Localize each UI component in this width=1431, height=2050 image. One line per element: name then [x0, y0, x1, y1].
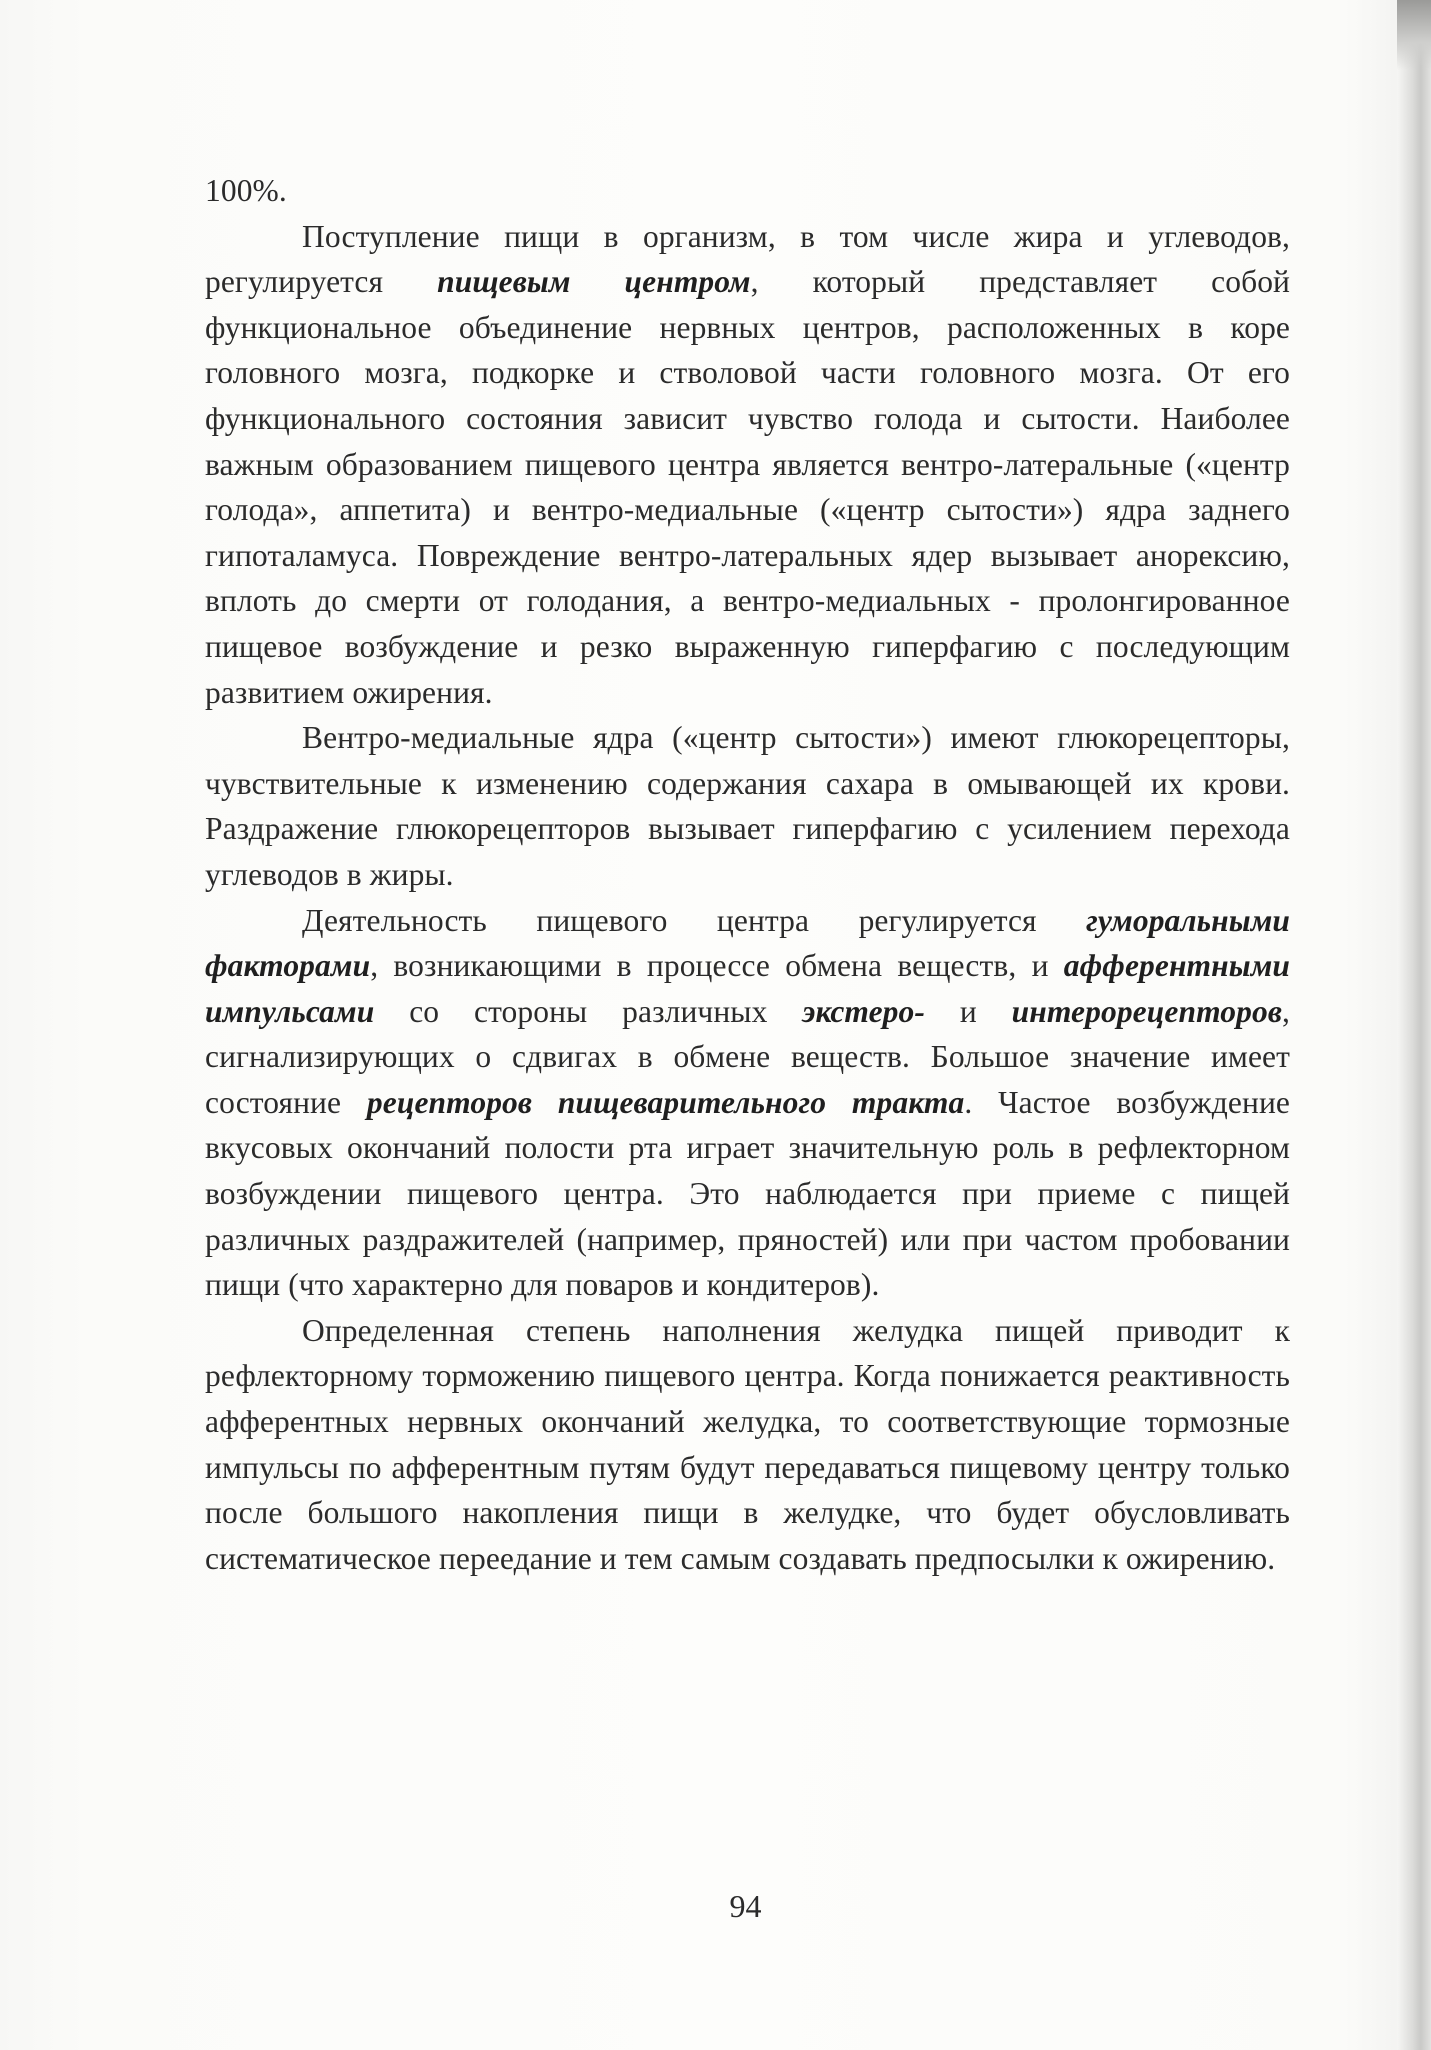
- page-corner-shadow: [1397, 0, 1431, 70]
- text-segment: Поступление пищи в организм, в том числе жира и углеводов, регулируется: [205, 218, 1290, 300]
- text-segment: со стороны различных: [374, 993, 803, 1029]
- text-segment: и: [924, 993, 1012, 1029]
- text-segment: Деятельность пищевого центра регулируется: [302, 902, 1087, 938]
- text-segment: . Частое возбуждение вкусовых окончаний полости рта играет значительную роль в рефлекторном возбуждении пищевого центра. Это наблюдается при приеме с пищей различных раздражителей (например, пряностей) или при частом пробовании пищи (что характерно для поваров и кондитеров).: [205, 1084, 1291, 1303]
- text-segment: Вентро-медиальные ядра («центр сытости») имеют глюкорецепторы, чувствительные к изменению содержания сахара в омывающей их крови. Раздражение глюкорецепторов вызывает гиперфагию с усилением перехода углеводов в жиры.: [205, 720, 1290, 892]
- emphasis-term: рецепторов пищеварительного тракта: [366, 1084, 965, 1120]
- paragraph-regulation: [205, 898, 1290, 1308]
- body-text: [205, 168, 1290, 1581]
- emphasis-term: гуморальными факторами: [205, 902, 1290, 984]
- page-binding-edge: [1397, 0, 1431, 2050]
- text-segment: , который представляет собой функциональное объединение нервных центров, расположенных в коре головного мозга, подкорке и стволовой части головного мозга. От его функционального состояния зависит чувство голода и сытости. Наиболее важным образованием пищевого центра является вентро-латеральные («центр голода», аппетита) и вентро-медиальные («центр сытости») ядра заднего гипоталамуса. Повреждение вентро-латеральных ядер вызывает анорексию, вплоть до смерти от голодания, а вентро-медиальных - пролонгированное пищевое возбуждение и резко выраженную гиперфагию с последующим развитием ожирения.: [205, 264, 1291, 710]
- text-segment: Определенная степень наполнения желудка пищей приводит к рефлекторному торможению пищевого центра. Когда понижается реактивность афферентных нервных окончаний желудка, то соответствующие тормозные импульсы по афферентным путям будут передаваться пищевому центру только после большого накопления пищи в желудке, что будет обусловливать систематическое переедание и тем самым создавать предпосылки к ожирению.: [205, 1312, 1290, 1576]
- text-segment: , сигнализирующих о сдвигах в обмене веществ. Большое значение имеет состояние: [205, 993, 1290, 1120]
- paragraph-stomach-filling: [205, 1308, 1290, 1582]
- emphasis-term: пищевым центром: [437, 264, 751, 300]
- text-segment: , возникающими в процессе обмена веществ, и: [370, 948, 1064, 984]
- paragraph-food-center: [205, 214, 1290, 716]
- emphasis-term: интерорецепторов: [1011, 993, 1282, 1029]
- emphasis-term: афферентными импульсами: [205, 948, 1290, 1029]
- continuation-line: 100%.: [205, 173, 287, 208]
- emphasis-term: экстеро-: [802, 993, 925, 1029]
- paragraph-satiety-center: [205, 715, 1290, 897]
- page-number: 94: [729, 1888, 762, 1924]
